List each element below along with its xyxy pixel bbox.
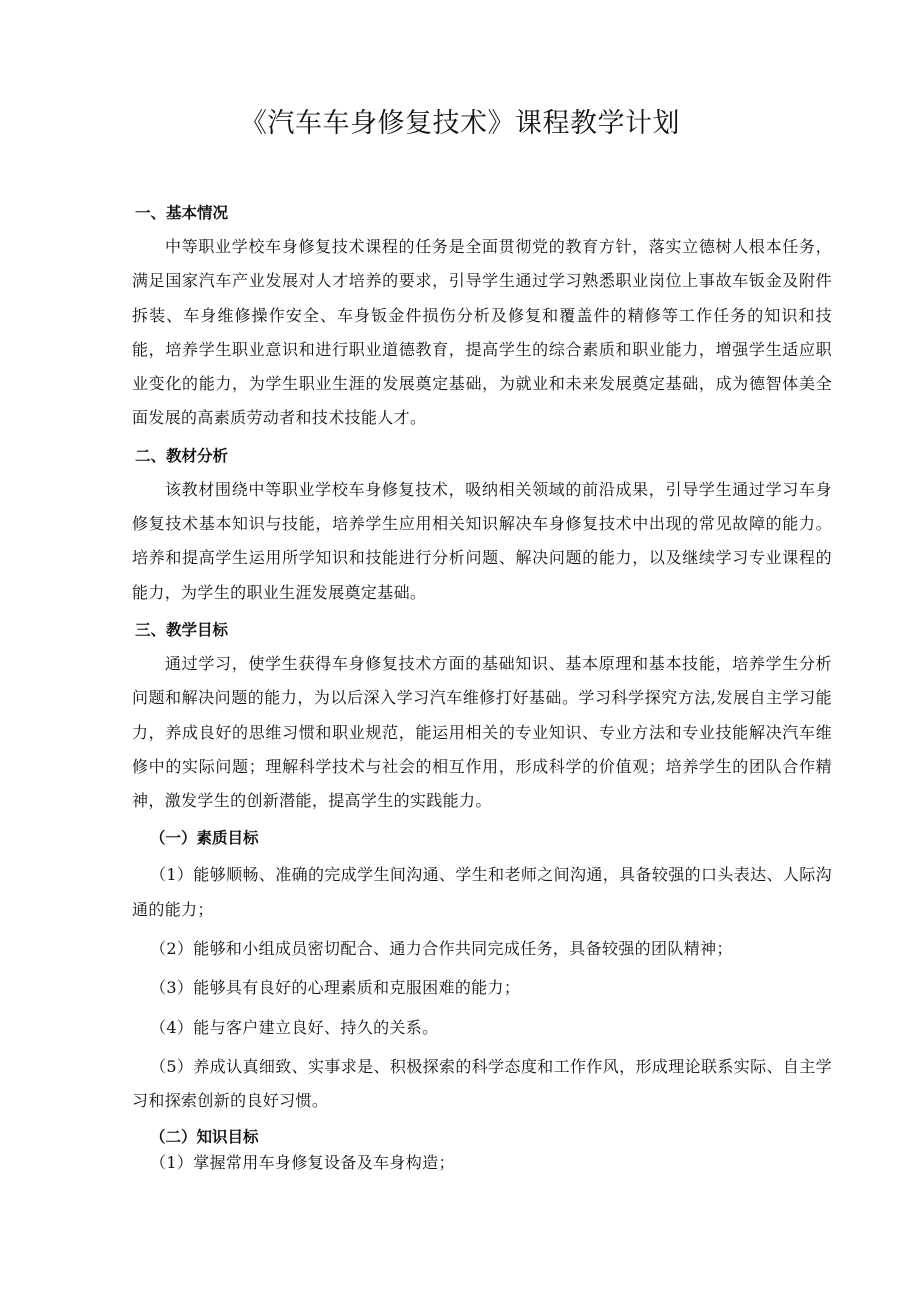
section-heading-basic: 一、基本情况 (135, 203, 229, 222)
section-heading-textbook: 二、教材分析 (135, 445, 229, 465)
document-title: 《汽车车身修复技术》课程教学计划 (240, 108, 680, 139)
quality-item: （2）能够和小组成员密切配合、通力合作共同完成任务，具备较强的团队精神； (150, 939, 733, 959)
subsection-heading-quality: （一）素质目标 (150, 828, 259, 848)
quality-item: （4）能与客户建立良好、持久的关系。 (150, 1017, 439, 1037)
document-body (132, 196, 832, 1176)
section-paragraph-goals: 通过学习，使学生获得车身修复技术方面的基础知识、基本原理和基本技能，培养学生分析问题和解决问题的能力，为以后深入学习汽车维修打好基础。学习科学探究方法,发展自主学习能力，养成良好的思维习惯和职业规范，能运用相关的专业知识、专业方法和专业技能解决汽车维修中的实际问题；理解科学技术与社会的相互作用，形成科学的价值观；培养学生的团队合作精神，激发学生的创新潜能，提高学生的实践能力。 (132, 653, 832, 811)
section-paragraph-textbook: 该教材围绕中等职业学校车身修复技术，吸纳相关领域的前沿成果，引导学生通过学习车身修复技术基本知识与技能，培养学生应用相关知识解决车身修复技术中出现的常见故障的能力。培养和提高学生运用所学知识和技能进行分析问题、解决问题的能力，以及继续学习专业课程的能力，为学生的职业生涯发展奠定基础。 (132, 479, 832, 602)
quality-item: （1）能够顺畅、准确的完成学生间沟通、学生和老师之间沟通，具备较强的口头表达、人际沟通的能力； (132, 865, 832, 919)
quality-item: （5）养成认真细致、实事求是、积极探索的科学态度和工作作风，形成理论联系实际、自主学习和探索创新的良好习惯。 (132, 1056, 832, 1111)
subsection-heading-knowledge: （二）知识目标 (150, 1126, 259, 1146)
quality-item: （3）能够具有良好的心理素质和克服困难的能力； (150, 978, 521, 998)
section-heading-goals: 三、教学目标 (135, 619, 229, 639)
knowledge-item: （1）掌握常用车身修复设备及车身构造； (150, 1152, 455, 1172)
section-paragraph-basic: 中等职业学校车身修复技术课程的任务是全面贯彻党的教育方针，落实立德树人根本任务，满足国家汽车产业发展对人才培养的要求，引导学生通过学习熟悉职业岗位上事故车钣金及附件拆装、车身维修操作安全、车身钣金件损伤分析及修复和覆盖件的精修等工作任务的知识和技能，培养学生职业意识和进行职业道德教育，提高学生的综合素质和职业能力，增强学生适应职业变化的能力，为学生职业生涯的发展奠定基础，为就业和未来发展奠定基础，成为德智体美全面发展的高素质劳动者和技术技能人才。 (132, 237, 832, 428)
